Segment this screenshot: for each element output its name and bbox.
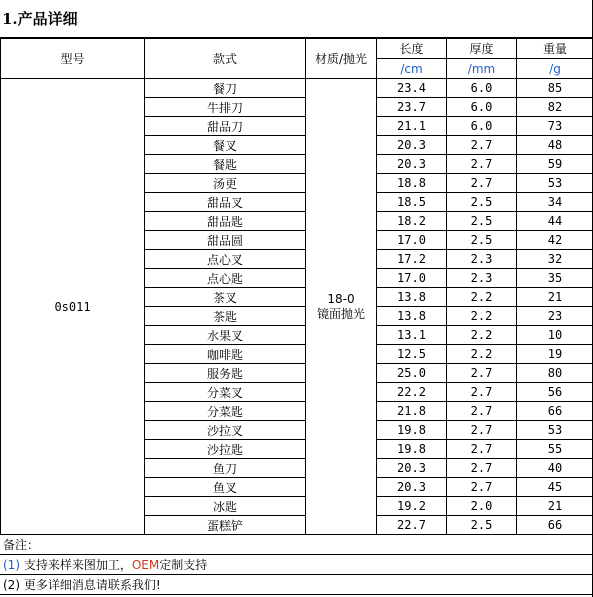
col-header-model: 型号 bbox=[1, 39, 145, 79]
weight-cell: 48 bbox=[517, 136, 593, 155]
material-grade: 18-0 bbox=[327, 291, 355, 306]
thickness-cell: 6.0 bbox=[447, 117, 517, 136]
note-1-oem: OEM bbox=[131, 558, 160, 572]
weight-cell: 10 bbox=[517, 326, 593, 345]
thickness-cell: 2.7 bbox=[447, 478, 517, 497]
weight-cell: 19 bbox=[517, 345, 593, 364]
weight-cell: 45 bbox=[517, 478, 593, 497]
length-cell: 22.7 bbox=[377, 516, 447, 535]
style-cell: 鱼叉 bbox=[145, 478, 306, 497]
weight-cell: 55 bbox=[517, 440, 593, 459]
note-line-2: (2) 更多详细消息请联系我们! bbox=[0, 575, 593, 595]
material-cell bbox=[306, 79, 377, 535]
thickness-cell: 2.2 bbox=[447, 326, 517, 345]
thickness-cell: 2.0 bbox=[447, 497, 517, 516]
thickness-cell: 2.2 bbox=[447, 307, 517, 326]
weight-cell: 59 bbox=[517, 155, 593, 174]
style-cell: 沙拉叉 bbox=[145, 421, 306, 440]
length-cell: 17.0 bbox=[377, 231, 447, 250]
thickness-cell: 2.7 bbox=[447, 421, 517, 440]
weight-cell: 66 bbox=[517, 516, 593, 535]
length-cell: 13.8 bbox=[377, 288, 447, 307]
length-cell: 18.8 bbox=[377, 174, 447, 193]
section-title: 1.产品详细 bbox=[0, 0, 593, 38]
thickness-cell: 2.5 bbox=[447, 212, 517, 231]
model-cell: 0s011 bbox=[1, 79, 145, 535]
thickness-cell: 2.7 bbox=[447, 440, 517, 459]
thickness-cell: 2.5 bbox=[447, 231, 517, 250]
unit-thickness: /mm bbox=[447, 59, 517, 79]
weight-cell: 53 bbox=[517, 421, 593, 440]
length-cell: 21.8 bbox=[377, 402, 447, 421]
length-cell: 21.1 bbox=[377, 117, 447, 136]
style-cell: 甜品刀 bbox=[145, 117, 306, 136]
thickness-cell: 2.7 bbox=[447, 136, 517, 155]
weight-cell: 85 bbox=[517, 79, 593, 98]
style-cell: 茶叉 bbox=[145, 288, 306, 307]
length-cell: 19.8 bbox=[377, 421, 447, 440]
style-cell: 蛋糕铲 bbox=[145, 516, 306, 535]
thickness-cell: 6.0 bbox=[447, 98, 517, 117]
weight-cell: 42 bbox=[517, 231, 593, 250]
style-cell: 甜品圆 bbox=[145, 231, 306, 250]
material-finish: 镜面抛光 bbox=[316, 306, 365, 321]
length-cell: 23.4 bbox=[377, 79, 447, 98]
length-cell: 20.3 bbox=[377, 478, 447, 497]
thickness-cell: 2.7 bbox=[447, 364, 517, 383]
weight-cell: 44 bbox=[517, 212, 593, 231]
table-row bbox=[1, 79, 593, 98]
thickness-cell: 6.0 bbox=[447, 79, 517, 98]
style-cell: 咖啡匙 bbox=[145, 345, 306, 364]
length-cell: 20.3 bbox=[377, 155, 447, 174]
style-cell: 分菜叉 bbox=[145, 383, 306, 402]
weight-cell: 21 bbox=[517, 288, 593, 307]
style-cell: 餐匙 bbox=[145, 155, 306, 174]
notes-section bbox=[0, 535, 593, 595]
thickness-cell: 2.5 bbox=[447, 193, 517, 212]
unit-weight: /g bbox=[517, 59, 593, 79]
style-cell: 鱼刀 bbox=[145, 459, 306, 478]
note-1-index: (1) bbox=[3, 558, 20, 572]
col-header-material: 材质/抛光 bbox=[306, 39, 377, 79]
col-header-thickness: 厚度 bbox=[447, 39, 517, 59]
thickness-cell: 2.2 bbox=[447, 345, 517, 364]
product-spec-table bbox=[0, 38, 593, 535]
style-cell: 餐叉 bbox=[145, 136, 306, 155]
length-cell: 22.2 bbox=[377, 383, 447, 402]
weight-cell: 23 bbox=[517, 307, 593, 326]
thickness-cell: 2.7 bbox=[447, 155, 517, 174]
thickness-cell: 2.7 bbox=[447, 459, 517, 478]
weight-cell: 40 bbox=[517, 459, 593, 478]
weight-cell: 80 bbox=[517, 364, 593, 383]
style-cell: 服务匙 bbox=[145, 364, 306, 383]
weight-cell: 35 bbox=[517, 269, 593, 288]
note-1-text-b: 定制支持 bbox=[159, 558, 208, 572]
length-cell: 23.7 bbox=[377, 98, 447, 117]
style-cell: 点心匙 bbox=[145, 269, 306, 288]
weight-cell: 66 bbox=[517, 402, 593, 421]
length-cell: 17.0 bbox=[377, 269, 447, 288]
length-cell: 25.0 bbox=[377, 364, 447, 383]
thickness-cell: 2.3 bbox=[447, 250, 517, 269]
style-cell: 甜品匙 bbox=[145, 212, 306, 231]
weight-cell: 21 bbox=[517, 497, 593, 516]
col-header-weight: 重量 bbox=[517, 39, 593, 59]
weight-cell: 53 bbox=[517, 174, 593, 193]
thickness-cell: 2.2 bbox=[447, 288, 517, 307]
length-cell: 20.3 bbox=[377, 459, 447, 478]
thickness-cell: 2.7 bbox=[447, 383, 517, 402]
notes-label: 备注： bbox=[0, 535, 593, 555]
style-cell: 沙拉匙 bbox=[145, 440, 306, 459]
note-1-text-a: 支持来样来图加工， bbox=[20, 558, 132, 572]
thickness-cell: 2.7 bbox=[447, 402, 517, 421]
style-cell: 甜品叉 bbox=[145, 193, 306, 212]
length-cell: 13.1 bbox=[377, 326, 447, 345]
header-row bbox=[1, 39, 593, 59]
col-header-length: 长度 bbox=[377, 39, 447, 59]
length-cell: 13.8 bbox=[377, 307, 447, 326]
weight-cell: 73 bbox=[517, 117, 593, 136]
style-cell: 点心叉 bbox=[145, 250, 306, 269]
length-cell: 12.5 bbox=[377, 345, 447, 364]
style-cell: 汤更 bbox=[145, 174, 306, 193]
style-cell: 牛排刀 bbox=[145, 98, 306, 117]
length-cell: 18.5 bbox=[377, 193, 447, 212]
unit-length: /cm bbox=[377, 59, 447, 79]
thickness-cell: 2.7 bbox=[447, 174, 517, 193]
style-cell: 水果叉 bbox=[145, 326, 306, 345]
length-cell: 17.2 bbox=[377, 250, 447, 269]
weight-cell: 34 bbox=[517, 193, 593, 212]
weight-cell: 32 bbox=[517, 250, 593, 269]
length-cell: 20.3 bbox=[377, 136, 447, 155]
length-cell: 18.2 bbox=[377, 212, 447, 231]
style-cell: 茶匙 bbox=[145, 307, 306, 326]
style-cell: 餐刀 bbox=[145, 79, 306, 98]
style-cell: 分菜匙 bbox=[145, 402, 306, 421]
note-line-1 bbox=[0, 555, 593, 575]
col-header-style: 款式 bbox=[145, 39, 306, 79]
thickness-cell: 2.5 bbox=[447, 516, 517, 535]
style-cell: 冰匙 bbox=[145, 497, 306, 516]
thickness-cell: 2.3 bbox=[447, 269, 517, 288]
weight-cell: 82 bbox=[517, 98, 593, 117]
length-cell: 19.8 bbox=[377, 440, 447, 459]
length-cell: 19.2 bbox=[377, 497, 447, 516]
weight-cell: 56 bbox=[517, 383, 593, 402]
